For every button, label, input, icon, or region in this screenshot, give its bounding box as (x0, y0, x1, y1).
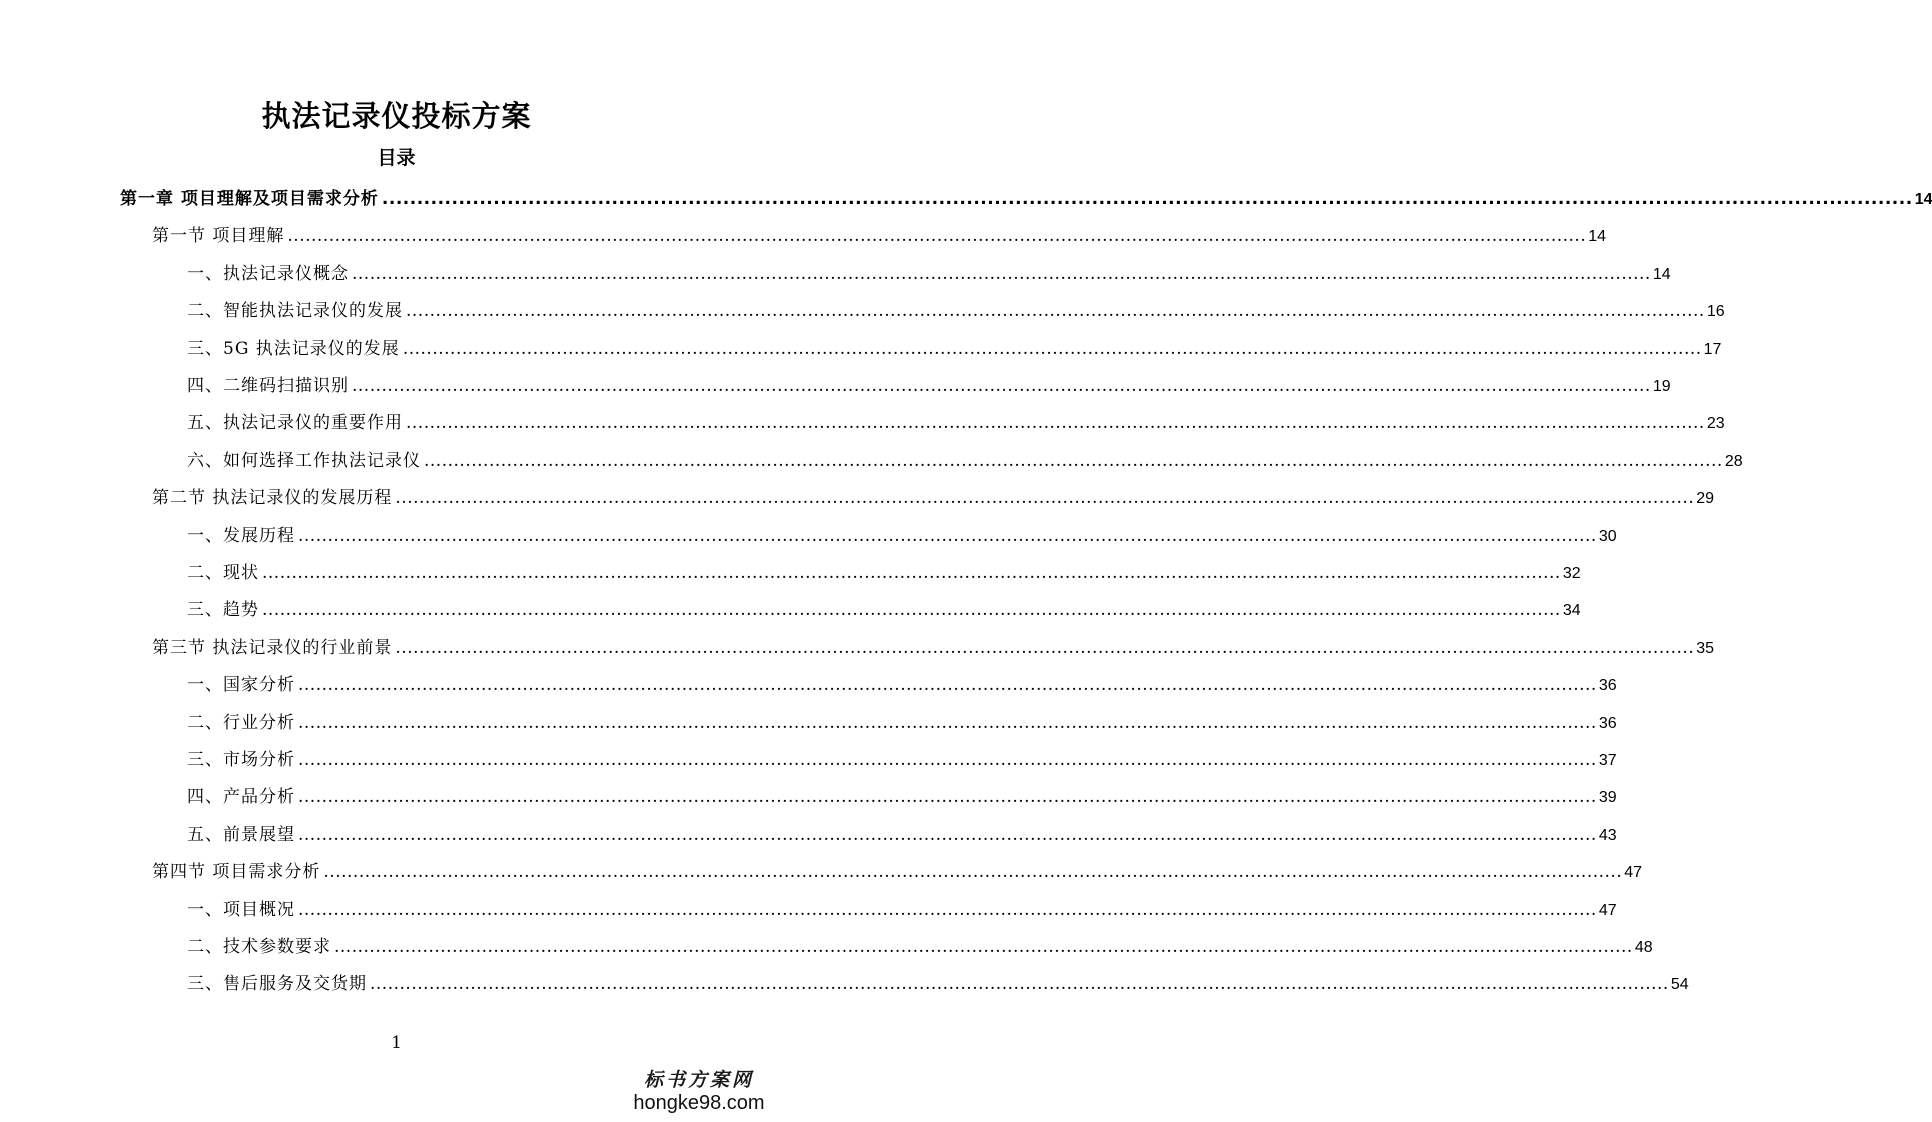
toc-entry-page: 17 (1703, 340, 1722, 358)
toc-entry-label: 六、如何选择工作执法记录仪 (187, 450, 421, 471)
watermark-logo (619, 1068, 779, 1114)
toc-entry[interactable] (187, 782, 1617, 812)
toc-entry-label: 二、技术参数要求 (187, 937, 331, 957)
toc-entry-page: 35 (1696, 639, 1715, 657)
toc-heading: 目录 (377, 147, 416, 169)
page-number: 1 (391, 1033, 402, 1053)
toc-entry-page: 19 (1652, 378, 1671, 395)
toc-dot-leader: ............................................................................................................................................................................................................................ (334, 937, 1633, 957)
toc-dot-leader: ............................................................................................................................................................................................................................ (381, 189, 1913, 209)
toc-entry-label: 一、项目概况 (187, 899, 295, 920)
toc-entry[interactable] (187, 371, 1671, 401)
watermark-url: hongke98.com (633, 1092, 765, 1114)
toc-entry-label: 四、二维码扫描识别 (187, 376, 349, 396)
toc-entry-page: 39 (1598, 789, 1617, 807)
toc-entry-label: 三、售后服务及交货期 (187, 974, 367, 995)
toc-entry[interactable] (187, 558, 1581, 588)
toc-dot-leader: ............................................................................................................................................................................................................................ (262, 600, 1561, 621)
toc-dot-leader: ............................................................................................................................................................................................................................ (352, 263, 1651, 284)
toc-dot-leader: ............................................................................................................................................................................................................................ (287, 226, 1587, 247)
toc-entry-label: 第二节 执法记录仪的发展历程 (152, 488, 393, 509)
toc-dot-leader: ............................................................................................................................................................................................................................ (298, 899, 1597, 920)
toc-entry-page: 23 (1706, 415, 1725, 433)
toc-entry-page: 47 (1598, 901, 1617, 919)
toc-entry-label: 第一章 项目理解及项目需求分析 (120, 189, 379, 209)
toc-entry[interactable] (152, 483, 1715, 513)
toc-entry-label: 三、市场分析 (187, 750, 295, 770)
toc-entry-label: 第一节 项目理解 (152, 226, 285, 247)
toc-dot-leader: ............................................................................................................................................................................................................................ (406, 413, 1705, 434)
toc-entry[interactable] (187, 670, 1617, 700)
toc-entry[interactable] (187, 595, 1581, 625)
toc-entry[interactable] (187, 745, 1617, 775)
toc-entry-page: 14 (1652, 265, 1671, 283)
toc-entry[interactable] (187, 932, 1653, 962)
toc-entry-page: 48 (1634, 939, 1653, 956)
toc-entry-label: 一、国家分析 (187, 675, 295, 696)
toc-entry-label: 三、趋势 (187, 600, 259, 621)
toc-dot-leader: ............................................................................................................................................................................................................................ (298, 675, 1597, 696)
document-title: 执法记录仪投标方案 (261, 99, 532, 133)
toc-entry[interactable] (187, 259, 1671, 289)
toc-entry[interactable] (187, 708, 1617, 738)
toc-entry-page: 14 (1914, 191, 1932, 208)
toc-entry-label: 二、行业分析 (187, 712, 295, 733)
toc-entry[interactable] (187, 446, 1743, 476)
toc-entry-page: 28 (1724, 452, 1743, 470)
toc-entry-label: 一、执法记录仪概念 (187, 263, 349, 284)
toc-entry[interactable] (152, 633, 1715, 663)
toc-dot-leader: ............................................................................................................................................................................................................................ (298, 712, 1597, 733)
toc-entry-page: 30 (1598, 527, 1617, 545)
toc-entry[interactable] (187, 895, 1617, 925)
toc-dot-leader: ............................................................................................................................................................................................................................ (298, 824, 1597, 845)
toc-dot-leader: ............................................................................................................................................................................................................................ (298, 525, 1597, 546)
toc-entry-page: 32 (1562, 565, 1581, 582)
toc-dot-leader: ............................................................................................................................................................................................................................ (370, 974, 1669, 995)
toc-entry-page: 16 (1706, 303, 1725, 321)
toc-entry[interactable] (152, 221, 1607, 251)
toc-entry-page: 34 (1562, 602, 1581, 620)
toc-entry[interactable] (187, 521, 1617, 551)
toc-entry[interactable] (187, 334, 1722, 364)
toc-dot-leader: ............................................................................................................................................................................................................................ (298, 750, 1597, 770)
toc-entry-label: 三、5G 执法记录仪的发展 (187, 338, 400, 359)
toc-dot-leader: ............................................................................................................................................................................................................................ (262, 563, 1561, 583)
toc-entry-label: 四、产品分析 (187, 787, 295, 808)
toc-entry-page: 37 (1598, 752, 1617, 769)
toc-dot-leader: ............................................................................................................................................................................................................................ (395, 488, 1695, 509)
toc-entry-page: 43 (1598, 826, 1617, 844)
toc-dot-leader: ............................................................................................................................................................................................................................ (424, 450, 1723, 471)
toc-entry-label: 五、前景展望 (187, 824, 295, 845)
toc-entry-label: 二、智能执法记录仪的发展 (187, 301, 403, 322)
toc-entry-label: 第四节 项目需求分析 (152, 862, 321, 883)
toc-entry-page: 54 (1670, 976, 1689, 994)
toc-entry-page: 29 (1696, 490, 1715, 508)
toc-entry-label: 五、执法记录仪的重要作用 (187, 413, 403, 434)
toc-entry[interactable] (187, 820, 1617, 850)
toc-dot-leader: ............................................................................................................................................................................................................................ (402, 338, 1702, 359)
toc-entry-page: 36 (1598, 677, 1617, 695)
toc-entry-page: 36 (1598, 714, 1617, 732)
toc-entry[interactable] (187, 969, 1689, 999)
toc-dot-leader: ............................................................................................................................................................................................................................ (352, 376, 1651, 396)
toc-entry[interactable] (152, 857, 1643, 887)
toc-dot-leader: ............................................................................................................................................................................................................................ (323, 862, 1623, 883)
toc-entry-page: 14 (1588, 228, 1607, 246)
toc-dot-leader: ............................................................................................................................................................................................................................ (395, 637, 1695, 658)
toc-entry-label: 二、现状 (187, 563, 259, 583)
toc-entry[interactable] (187, 408, 1725, 438)
toc-entry-label: 一、发展历程 (187, 525, 295, 546)
toc-entry[interactable] (120, 184, 1932, 214)
toc-entry-label: 第三节 执法记录仪的行业前景 (152, 637, 393, 658)
toc-dot-leader: ............................................................................................................................................................................................................................ (406, 301, 1705, 322)
toc-entry[interactable] (187, 296, 1725, 326)
watermark-name: 标书方案网 (643, 1069, 754, 1091)
toc-dot-leader: ............................................................................................................................................................................................................................ (298, 787, 1597, 808)
toc-entry-page: 47 (1624, 864, 1643, 882)
